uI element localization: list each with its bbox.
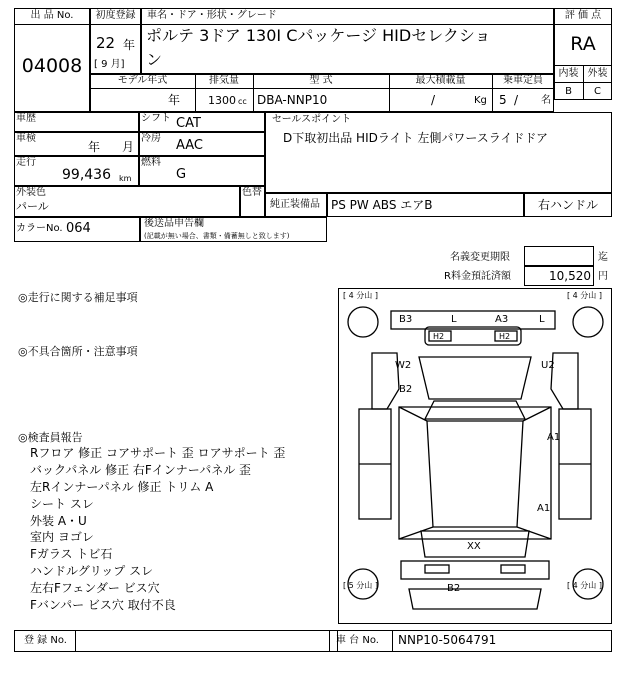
capacity-unit: 名	[541, 95, 551, 106]
ac-label: 冷房	[141, 133, 161, 144]
inspection-year-unit: 年	[88, 140, 101, 154]
lot-no-label: 出 品 No.	[30, 10, 74, 21]
mark-w2: W2	[395, 360, 412, 371]
mark-xx: XX	[467, 541, 481, 552]
name-change-unit: 迄	[598, 252, 608, 263]
inspector-line: バックパネル 修正 右Fインナーパネル 歪	[30, 462, 252, 477]
interior-grade: B	[565, 86, 572, 97]
mark-u2: U2	[541, 360, 555, 371]
exterior-label: 外装	[587, 68, 608, 79]
mark-b2-front: B2	[447, 583, 461, 594]
name-change-box	[524, 246, 594, 266]
history-label: 車歴	[16, 113, 36, 124]
chassis-label: 車 台 No.	[336, 635, 379, 646]
max-load-unit: Kg	[474, 95, 487, 106]
fuel-value: G	[176, 167, 187, 182]
max-load-slash: /	[431, 93, 436, 107]
shift-value: CAT	[176, 116, 201, 131]
displacement-label: 排気量	[209, 75, 239, 86]
first-reg-label: 初度登録	[95, 10, 136, 21]
ac-value: AAC	[176, 138, 203, 153]
inspector-lines	[30, 446, 285, 615]
recycle-value: 10,520	[549, 269, 591, 283]
mark-h2-right: H2	[499, 332, 511, 341]
mark-a1-upper: A1	[547, 432, 561, 443]
capacity-label: 乗車定員	[503, 75, 543, 86]
model-year-unit: 年	[168, 93, 181, 107]
fuel-label: 燃料	[141, 157, 161, 168]
mark-h2-left: H2	[433, 332, 445, 341]
lot-no: 04008	[21, 55, 83, 77]
tire-bottom-right: [ 4 分山 ]	[567, 581, 602, 590]
name-change-label: 名義変更期限	[450, 252, 510, 263]
color-label: 外装色	[16, 187, 46, 198]
reg-no-label: 登 録 No.	[24, 635, 67, 646]
mileage-unit: km	[119, 174, 132, 183]
mileage-value: 99,436	[62, 167, 111, 183]
chassis-no: NNP10-5064791	[398, 633, 497, 647]
max-load-label: 最大積載量	[415, 75, 466, 86]
car-diagram-drawing	[339, 289, 611, 623]
tire-top-left: [ 4 分山 ]	[343, 291, 378, 300]
steering-value: 右ハンドル	[537, 198, 598, 212]
type-value: DBA-NNP10	[257, 93, 328, 107]
defects-title: ◎不具合箇所・注意事項	[18, 345, 138, 358]
color-no-label: カラーNo.	[16, 223, 63, 234]
rating-label: 評 価 点	[564, 10, 602, 21]
inspector-line: 室内 ヨゴレ	[30, 530, 94, 545]
inspection-month-unit: 月	[122, 140, 135, 154]
rating-value: RA	[570, 33, 596, 55]
post-sale-note: (記載が無い場合、書類・備蓄無しと致します)	[144, 232, 290, 240]
tire-bottom-left: [ 5 分山 ]	[343, 581, 378, 590]
sales-point-text: D下取初出品 HIDライト 左側パワースライドドア	[283, 131, 548, 145]
interior-label: 内装	[558, 68, 579, 79]
inspector-line: Fバンパー ビス穴 取付不良	[30, 598, 176, 613]
recycle-unit: 円	[598, 271, 608, 282]
displacement-value: 1300	[208, 94, 236, 107]
type-label: 型 式	[309, 75, 333, 86]
mark-b2-side: B2	[399, 384, 413, 395]
capacity-slash: /	[514, 93, 519, 107]
car-name-line1: ポルテ 3ドア 130I Cパッケージ HIDセレクショ	[146, 26, 491, 45]
inspector-line: 左Rインナーパネル 修正 トリム A	[30, 479, 214, 494]
inspector-line: 左右Fフェンダー ビス穴	[30, 581, 160, 596]
driving-notes-title: ◎走行に関する補足事項	[18, 291, 138, 304]
tire-top-right: [ 4 分山 ]	[567, 291, 602, 300]
mark-l-right: L	[539, 314, 545, 325]
capacity-value: 5	[499, 93, 507, 107]
inspector-line: 外装 A・U	[30, 513, 87, 528]
inspector-line: Fガラス トビ石	[30, 547, 113, 562]
equipment-value: PS PW ABS エアB	[331, 198, 433, 212]
equipment-label: 純正装備品	[270, 199, 320, 210]
shift-label: シフト	[141, 113, 171, 124]
first-reg-year: 22	[96, 34, 116, 52]
inspection-label: 車検	[16, 133, 36, 144]
car-diagram	[338, 288, 612, 624]
sales-point-label: セールスポイント	[272, 114, 352, 125]
recycle-label: R料金預託済額	[444, 271, 511, 282]
inspector-line: ハンドルグリップ スレ	[30, 564, 154, 579]
displacement-unit: cc	[238, 97, 247, 106]
model-year-label: モデル年式	[117, 75, 168, 86]
inspector-line: Rフロア 修正 コアサポート 歪 ロアサポート 歪	[30, 446, 286, 460]
car-name-label: 車名・ドア・形状・グレード	[147, 10, 277, 21]
first-reg-year-unit: 年	[123, 38, 136, 52]
first-reg-month: [ 9 月]	[94, 59, 125, 70]
mark-l-left: L	[451, 314, 457, 325]
inspector-title: ◎検査員報告	[18, 431, 83, 444]
color-no-value: 064	[66, 221, 91, 236]
car-name-line2: ン	[146, 50, 163, 69]
mark-b3: B3	[399, 314, 413, 325]
mileage-label: 走行	[16, 157, 36, 168]
color-value: パール	[16, 200, 49, 213]
mark-a1-lower: A1	[537, 503, 551, 514]
mark-a3: A3	[495, 314, 509, 325]
color-change-label: 色替	[242, 187, 262, 198]
exterior-grade: C	[594, 86, 601, 97]
inspector-line: シート スレ	[30, 496, 94, 511]
post-sale-label: 後送品申告欄	[144, 218, 204, 229]
